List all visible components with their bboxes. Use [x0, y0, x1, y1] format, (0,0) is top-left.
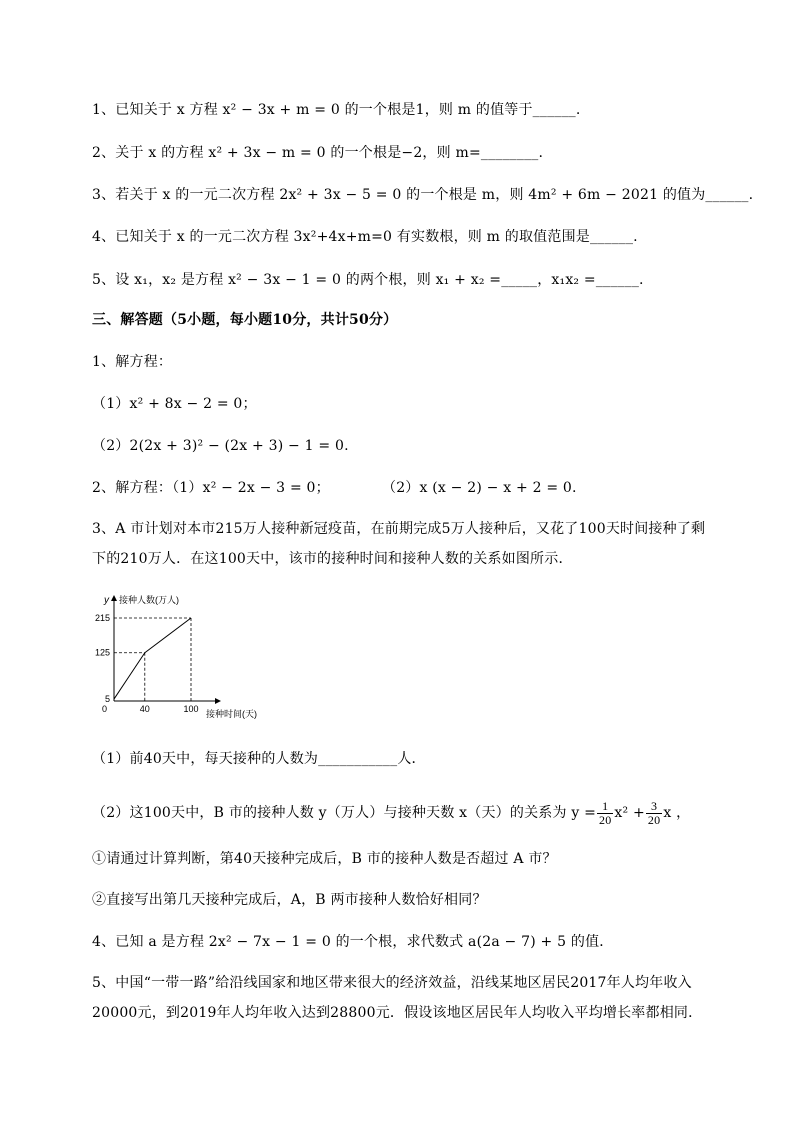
q2-part2: （2）x (x − 2) − x + 2 = 0.: [382, 480, 577, 496]
series-line-segment: [145, 618, 191, 653]
fill-in-2: 2、关于 x 的方程 x² + 3x − m = 0 的一个根是−2，则 m=________.: [92, 145, 544, 161]
x-tick-label: 100: [183, 704, 199, 714]
x-tick-label: 40: [139, 704, 150, 714]
y-axis-label: 接种人数(万人): [119, 595, 179, 605]
q3-sub2: [92, 798, 690, 828]
q1-part2: （2）2(2x + 3)² − (2x + 3) − 1 = 0.: [92, 438, 349, 454]
q3-sub2-post: x ，: [663, 805, 691, 821]
q3-sub2-pre: （2）这100天中，B 市的接种人数 y（万人）与接种天数 x（天）的关系为 y =: [92, 805, 597, 821]
fill-in-5: 5、设 x₁，x₂ 是方程 x² − 3x − 1 = 0 的两个根，则 x₁ + x₂ =_____，x₁x₂ =______.: [92, 272, 644, 288]
q2-stem: 2、解方程：（1）x² − 2x − 3 = 0；: [92, 480, 330, 496]
series-line-segment: [114, 653, 145, 699]
section-heading: 三、解答题（5小题，每小题10分，共计50分）: [92, 312, 398, 328]
q3-line1: 3、A 市计划对本市215万人接种新冠疫苗，在前期完成5万人接种后，又花了100天时间接种了剩: [92, 521, 706, 537]
fraction-3-20: [646, 800, 662, 827]
fill-in-4: 4、已知关于 x 的一元二次方程 3x²+4x+m=0 有实数根，则 m 的取值范围是______.: [92, 229, 638, 245]
y-tick-label: 5: [104, 694, 110, 705]
vaccination-chart: [92, 586, 292, 736]
y-tick-label: 215: [94, 613, 110, 623]
q3-sub1: （1）前40天中，每天接种的人数为___________人．: [92, 751, 426, 767]
q3-line2: 下的210万人．在这100天中，该市的接种时间和接种人数的关系如图所示．: [92, 551, 573, 567]
q1-part1: （1）x² + 8x − 2 = 0；: [92, 396, 257, 412]
x-axis-label: 接种时间(天): [206, 709, 257, 719]
fraction-denominator: 20: [647, 812, 661, 827]
q1-stem: 1、解方程：: [92, 354, 173, 370]
fraction-numerator: 3: [646, 800, 662, 814]
q3-item2: ②直接写出第几天接种完成后，A，B 两市接种人数恰好相同？: [92, 892, 487, 908]
fill-in-1: 1、已知关于 x 方程 x² − 3x + m = 0 的一个根是1，则 m 的值等于______.: [92, 102, 581, 118]
y-axis-var: y: [104, 595, 109, 606]
fraction-denominator: 20: [599, 812, 612, 827]
y-tick-label: 125: [94, 647, 110, 658]
q5-line1: 5、中国“一带一路”给沿线国家和地区带来很大的经济效益，沿线某地区居民2017年人均年收入: [92, 975, 692, 991]
fraction-1-20: [597, 800, 613, 827]
fraction-numerator: 1: [597, 800, 613, 814]
origin-label: 0: [102, 704, 108, 714]
q3-sub2-mid: x² +: [614, 805, 645, 821]
fill-in-3: 3、若关于 x 的一元二次方程 2x² + 3x − 5 = 0 的一个根是 m，则 4m² + 6m − 2021 的值为______.: [92, 187, 754, 203]
q5-line2: 20000元，到2019年人均年收入达到28800元．假设该地区居民年人均收入平均增长率都相同．: [92, 1005, 703, 1021]
q4: 4、已知 a 是方程 2x² − 7x − 1 = 0 的一个根，求代数式 a(2a − 7) + 5 的值．: [92, 934, 614, 950]
q3-item1: ①请通过计算判断，第40天接种完成后，B 市的接种人数是否超过 A 市？: [92, 851, 557, 867]
